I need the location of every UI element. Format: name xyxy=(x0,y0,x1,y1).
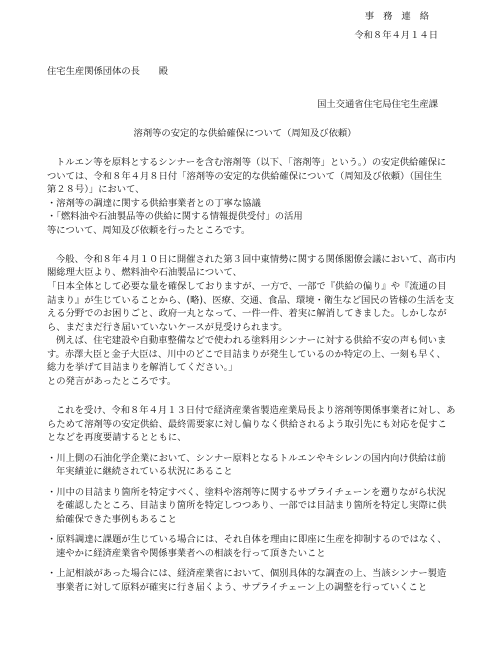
sender: 国土交通省住宅局住宅生産課 xyxy=(317,99,438,110)
p2-quote-line: 総力を挙げて目詰まりを解消してください。」 xyxy=(47,362,238,373)
p1-line: トルエン等を原料とするシンナーを含む溶剤等（以下、「溶剤等」という。）の安定供給確保に xyxy=(56,157,447,168)
p3-bullet-cont: を確認したところ、目詰まり箇所を特定しつつあり、一部では目詰まり箇所を特定し実際に供 xyxy=(56,500,447,511)
p1-bullet: ・「燃料油や石油製品等の供給に関する情報提供受付」の活用 xyxy=(47,211,303,222)
p2-line: 閣総理大臣より、燃料油や石油製品について、 xyxy=(47,267,242,278)
p2-quote-line: 詰まり』が生じていることから、(略)、医療、交通、食品、環境・衛生など国民の皆様の生活を支 xyxy=(47,295,455,306)
addressee: 住宅生産関係団体の長 殿 xyxy=(47,66,168,77)
p3-bullet: ・上記相談があった場合には、経済産業省において、個別具体的な調査の上、当該シンナー製造 xyxy=(47,568,447,579)
p3-bullet: ・川上側の石油化学企業において、シンナー原料となるトルエンやキシレンの国内向け供給は前 xyxy=(47,453,446,464)
p3-bullet: ・川中の目詰まり箇所を特定すべく、塗料や溶剤等に関するサプライチェーンを遡りながら状況 xyxy=(47,487,446,498)
document-date: 令和８年４月１４日 xyxy=(354,30,438,41)
p3-bullet-cont: 給確保できた事例もあること xyxy=(56,514,177,525)
document-title: 溶剤等の安定的な供給確保について（周知及び依頼） xyxy=(133,128,357,139)
notice-type: 事務連絡 xyxy=(364,11,438,22)
p1-bullet: ・溶剤等の調達に関する供給事業者との丁寧な協議 xyxy=(47,198,261,209)
p2-quote-line: 例えば、住宅建設や自動車整備などで使われる塗料用シンナーに対する供給不安の声も伺いま xyxy=(56,335,447,346)
p3-bullet-cont: 事業者に対して原料が確実に行き届くよう、サプライチェーン上の調整を行っていくこと xyxy=(56,582,428,593)
p1-line: 等について、周知及び依頼を行ったところです。 xyxy=(47,225,251,236)
p2-quote-line: える分野でのお困りごと、政府一丸となって、一件一件、着実に解消してきました。しかしなが xyxy=(47,308,447,319)
p3-bullet-cont: 速やかに経済産業省や関係事業者への相談を行って頂きたいこと xyxy=(56,548,326,559)
p2-quote-line: 「日本全体として必要な量を確保しておりますが、一方で、一部で『供給の偏り』や『流通の目 xyxy=(47,281,447,292)
p2-line: 今般、令和８年４月１０日に開催された第３回中東情勢に関する関係閣僚会議において、高市内 xyxy=(56,254,456,265)
p3-line: となどを再度要請するとともに、 xyxy=(47,432,187,443)
p2-line: との発言があったところです。 xyxy=(47,376,177,387)
p1-line: 第２８号）」において、 xyxy=(47,184,145,195)
p1-line: ついては、令和８年４月８日付「溶剤等の安定的な供給確保について（周知及び依頼）（国住生 xyxy=(47,171,442,182)
p3-line: これを受け、令和８年４月１３日付で経済産業省製造産業局長より溶剤等関係事業者に対し、あ xyxy=(56,405,456,416)
p3-line: らためて溶剤等の安定供給、最終需要家に対し偏りなく供給されるよう取引先にも対応を促すこ xyxy=(47,419,447,430)
p2-quote-line: す。赤澤大臣と金子大臣は、川中のどこで目詰まりが発生しているのか特定の上、一刻も早く、 xyxy=(47,349,446,360)
p2-quote-line: ら、まだまだ行き届いていないケースが見受けられます。 xyxy=(47,322,288,333)
p3-bullet-cont: 年実績並に継続されている状況にあること xyxy=(56,466,233,477)
p3-bullet: ・原料調達に課題が生じている場合には、それ自体を理由に即座に生産を抑制するのではなく、 xyxy=(47,534,447,545)
